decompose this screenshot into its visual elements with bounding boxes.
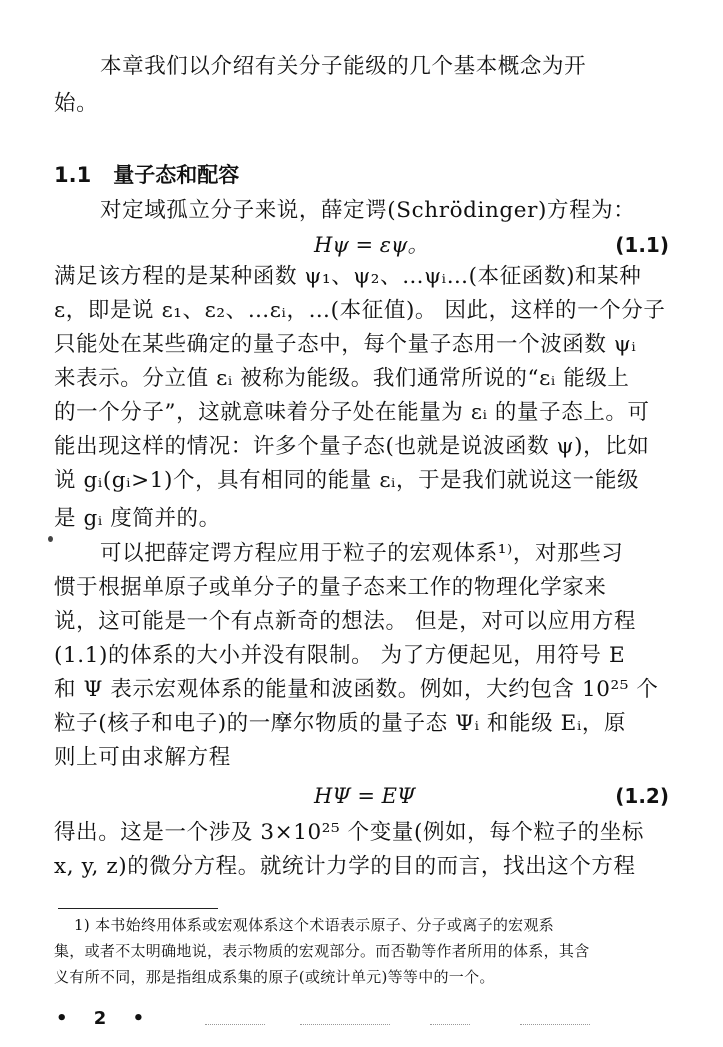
intro-line-2: 始。	[54, 91, 99, 116]
scan-noise	[205, 1024, 265, 1026]
paragraph-line: 和 Ψ 表示宏观体系的能量和波函数。例如，大约包含 10²⁵ 个	[54, 677, 659, 702]
section-heading	[54, 160, 239, 190]
paragraph-line: x, y, z)的微分方程。就统计力学的目的而言，找出这个方程	[54, 854, 636, 879]
paragraph-line: 是 gᵢ 度简并的。	[54, 506, 221, 531]
equation-2: HΨ = EΨ	[314, 784, 416, 808]
paragraph-line: 说 gᵢ(gᵢ>1)个，具有相同的能量 εᵢ，于是我们就说这一能级	[54, 468, 640, 493]
footnote-line: 1) 本书始终用体系或宏观体系这个术语表示原子、分子或离子的宏观系	[74, 916, 555, 934]
intro-line-1: 本章我们以介绍有关分子能级的几个基本概念为开	[100, 54, 587, 79]
equation-1: Hψ = εψ。	[314, 233, 429, 257]
paragraph-line: 得出。这是一个涉及 3×10²⁵ 个变量(例如，每个粒子的坐标	[54, 820, 644, 845]
paragraph-line: (1.1)的体系的大小并没有限制。 为了方便起见，用符号 E	[54, 643, 626, 668]
section-title: 量子态和配容	[113, 163, 240, 187]
footnote-line: 义有所不同，那是指组成系集的原子(或统计单元)等等中的一个。	[54, 968, 495, 986]
footnote-divider	[58, 908, 218, 909]
scan-noise	[300, 1024, 390, 1026]
paragraph-line: 可以把薛定谔方程应用于粒子的宏观体系¹⁾，对那些习	[100, 541, 624, 566]
page-number: • 2 •	[56, 1008, 155, 1029]
paragraph-line: ε，即是说 ε₁、ε₂、…εᵢ，…(本征值)。 因此，这样的一个分子	[54, 298, 666, 323]
footnote-line: 集，或者不太明确地说，表示物质的宏观部分。而否勒等作者所用的体系，其含	[54, 942, 590, 960]
scan-noise	[520, 1024, 590, 1026]
paragraph-line: 粒子(核子和电子)的一摩尔物质的量子态 Ψᵢ 和能级 Eᵢ，原	[54, 711, 627, 736]
paragraph-line: 只能处在某些确定的量子态中，每个量子态用一个波函数 ψᵢ	[54, 332, 637, 357]
scan-noise	[430, 1024, 470, 1026]
paragraph-line: 说，这可能是一个有点新奇的想法。 但是，对可以应用方程	[54, 609, 637, 634]
section-number: 1.1	[54, 163, 92, 187]
ink-speck	[48, 536, 53, 542]
paragraph-line: 对定域孤立分子来说，薛定谔(Schrödinger)方程为：	[100, 198, 636, 223]
equation-2-number: (1.2)	[615, 784, 669, 808]
paragraph-line: 满足该方程的是某种函数 ψ₁、ψ₂、…ψᵢ…(本征函数)和某种	[54, 264, 642, 289]
paragraph-line: 则上可由求解方程	[54, 745, 231, 770]
equation-1-number: (1.1)	[615, 233, 669, 257]
paragraph-line: 惯于根据单原子或单分子的量子态来工作的物理化学家来	[54, 575, 607, 600]
paragraph-line: 来表示。分立值 εᵢ 被称为能级。我们通常所说的“εᵢ 能级上	[54, 366, 630, 391]
paragraph-line: 能出现这样的情况：许多个量子态(也就是说波函数 ψ)，比如	[54, 434, 650, 459]
paragraph-line: 的一个分子”，这就意味着分子处在能量为 εᵢ 的量子态上。可	[54, 400, 650, 425]
